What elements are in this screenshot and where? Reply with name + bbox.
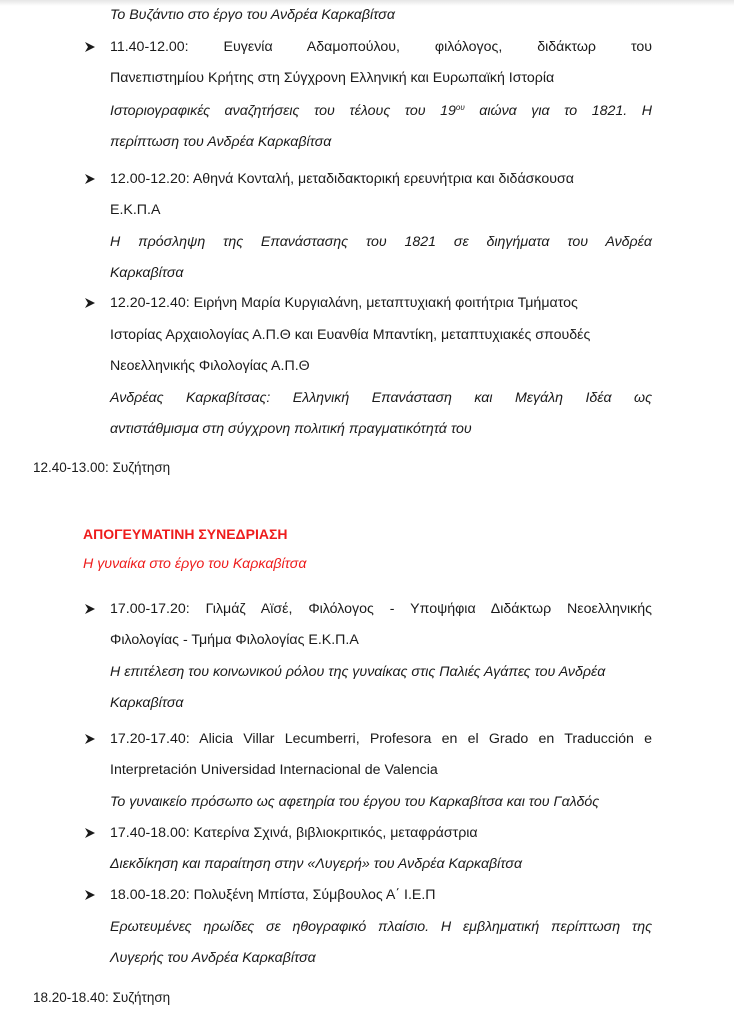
talk-title-continued: Λυγερής του Ανδρέα Καρκαβίτσα [110,950,316,966]
talk-title-continued: περίπτωση του Ανδρέα Καρκαβίτσα [110,134,332,150]
talk-title: Ερωτευμένες ηρωίδες σε ηθογραφικό πλαίσιο. Η εμβληματική περίπτωση της [110,919,652,935]
time-speaker-continued: Φιλολογίας - Τμήμα Φιλολογίας Ε.Κ.Π.Α [110,632,359,648]
talk-title: Η επιτέλεση του κοινωνικού ρόλου της γυναίκας στις Παλιές Αγάπες του Ανδρέα [110,664,606,680]
arrowhead-bullet-icon [84,41,96,53]
time-speaker: 17.20-17.40: Alicia Villar Lecumberri, Profesora en el Grado en Traducción e [110,731,652,747]
time-speaker-continued: Πανεπιστημίου Κρήτης στη Σύγχρονη Ελληνική και Ευρωπαϊκή Ιστορία [110,70,555,86]
talk-title-continued: Καρκαβίτσα [110,695,184,711]
arrowhead-bullet-icon [84,733,96,745]
time-speaker-continued: Interpretación Universidad Internacional de Valencia [110,762,438,778]
superscript: ου [455,103,465,112]
session-heading: ΑΠΟΓΕΥΜΑΤΙΝΗ ΣΥΝΕΔΡΙΑΣΗ [83,526,288,542]
talk-title-text: Ιστοριογραφικές αναζητήσεις του τέλους του 19 [110,103,456,119]
arrowhead-bullet-icon [84,827,96,839]
time-speaker-continued: Ε.Κ.Π.Α [110,202,161,218]
session-subtitle: Η γυναίκα στο έργο του Καρκαβίτσα [83,556,307,572]
talk-title: Το γυναικείο πρόσωπο ως αφετηρία του έργου του Καρκαβίτσα και του Γαλδός [110,794,600,810]
talk-title: Το Βυζάντιο στο έργο του Ανδρέα Καρκαβίτσα [110,7,395,23]
discussion-slot: 12.40-13.00: Συζήτηση [33,460,171,475]
talk-title-continued: Καρκαβίτσα [110,265,184,281]
time-speaker: 18.00-18.20: Πολυξένη Μπίστα, Σύμβουλος Α΄ Ι.Ε.Π [110,887,436,903]
talk-title: Ανδρέας Καρκαβίτσας: Ελληνική Επανάσταση και Μεγάλη Ιδέα ως [110,390,652,406]
arrowhead-bullet-icon [84,173,96,185]
discussion-slot: 18.20-18.40: Συζήτηση [33,990,171,1005]
talk-title [110,102,652,120]
time-speaker-continued: Νεοελληνικής Φιλολογίας Α.Π.Θ [110,358,310,374]
talk-title-continued: αντιστάθμισμα στη σύγχρονη πολιτική πραγματικότητά του [110,421,472,437]
time-speaker: 12.00-12.20: Αθηνά Κονταλή, μεταδιδακτορική ερευνήτρια και διδάσκουσα [110,171,574,187]
arrowhead-bullet-icon [84,889,96,901]
time-speaker: 17.00-17.20: Γιλμάζ Αϊσέ, Φιλόλογος - Υποψήφια Διδάκτωρ Νεοελληνικής [110,601,652,617]
time-speaker-continued: Ιστορίας Αρχαιολογίας Α.Π.Θ και Ευανθία Μπαντίκη, μεταπτυχιακές σπουδές [110,327,591,343]
time-speaker: 17.40-18.00: Κατερίνα Σχινά, βιβλιοκριτικός, μεταφράστρια [110,825,478,841]
talk-title: Διεκδίκηση και παραίτηση στην «Λυγερή» του Ανδρέα Καρκαβίτσα [110,856,523,872]
time-speaker: 11.40-12.00: Ευγενία Αδαμοπούλου, φιλόλογος, διδάκτωρ του [110,39,652,55]
arrowhead-bullet-icon [84,603,96,615]
talk-title-text: αιώνα για το 1821. Η [464,103,652,119]
time-speaker: 12.20-12.40: Ειρήνη Μαρία Κυργιαλάνη, μεταπτυχιακή φοιτήτρια Τμήματος [110,295,578,311]
talk-title: Η πρόσληψη της Επανάστασης του 1821 σε διηγήματα του Ανδρέα [110,234,652,250]
arrowhead-bullet-icon [84,297,96,309]
